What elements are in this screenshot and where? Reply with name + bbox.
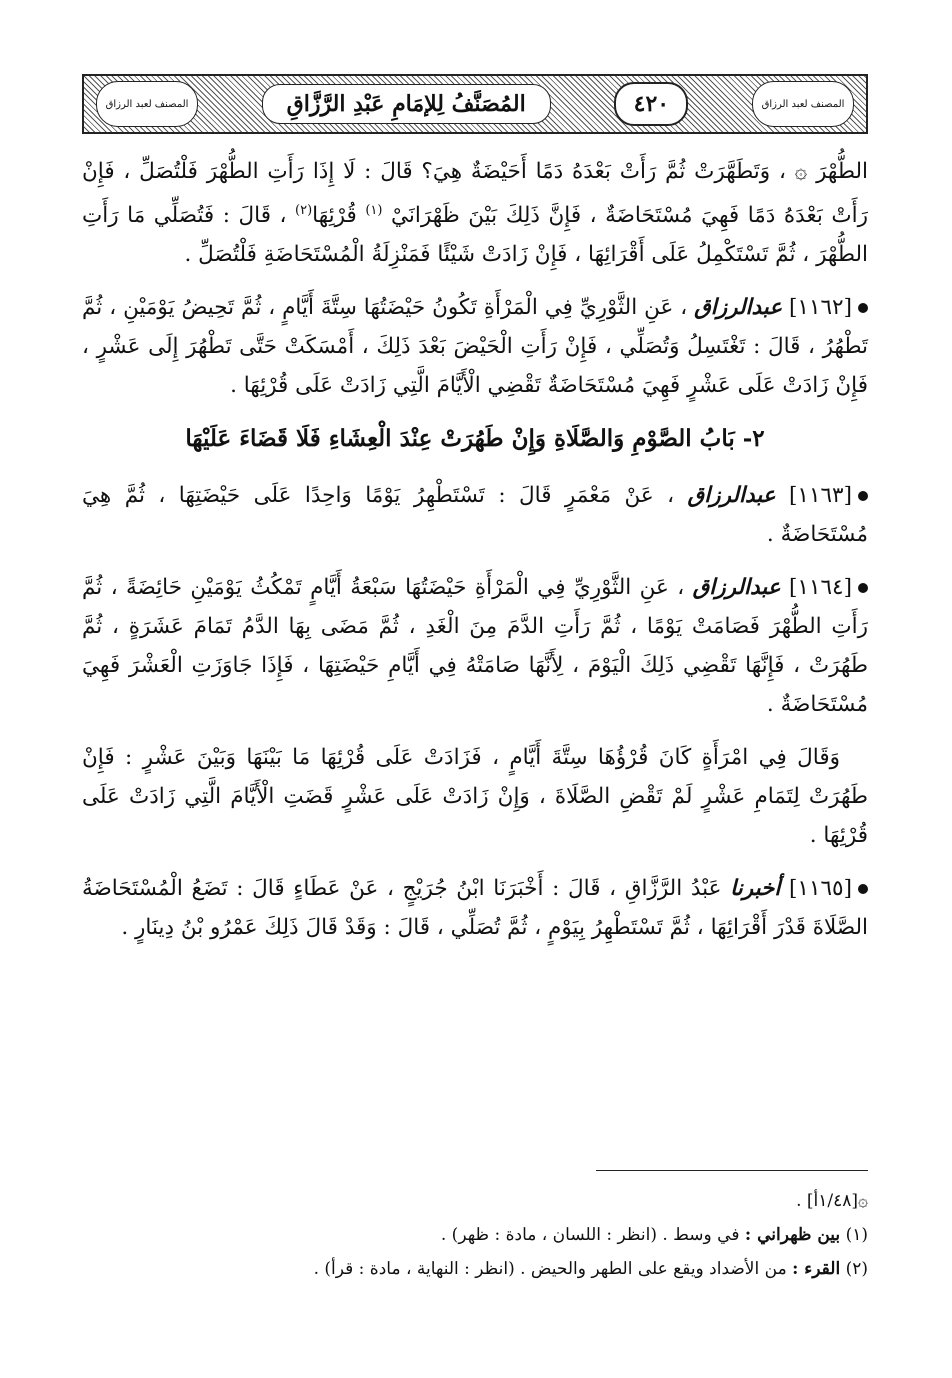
bullet-icon xyxy=(858,303,868,313)
footnote-1-term: بين ظهراني : xyxy=(744,1225,841,1245)
footnote-divider xyxy=(596,1170,868,1171)
footnote-1-text: في وسط . (انظر : اللسان ، مادة : ظهر) . xyxy=(440,1225,740,1245)
main-text xyxy=(82,152,868,961)
entry-narrator: عبدالرزاق xyxy=(692,575,781,601)
page-number: ٤٢٠ xyxy=(614,82,688,126)
footnote-2-number: (٢) xyxy=(845,1259,868,1279)
entry-number: [١١٦٢] xyxy=(789,295,852,321)
footnote-2-term: القرء : xyxy=(792,1259,841,1279)
entry-text: ، عَنِ الثَّوْرِيِّ فِي الْمَرْأَةِ تَكُونُ حَيْضَتُهَا سِتَّةَ أَيَّامٍ ، ثُمَّ تَحِيضُ يَوْمَيْنِ ، ثُمَّ تَطْهُرُ ، قَالَ : تَغْتَسِلُ وَتُصَلِّي ، فَإِنْ رَأَتِ الْحَيْضَ بَعْدَ ذَلِكَ ، أَمْسَكَتْ حَتَّى تَطْهُرَ إِلَى عَشْرٍ ، فَإِنْ زَادَتْ عَلَى عَشْرٍ فَهِيَ مُسْتَحَاضَةٌ تَقْضِي الْأَيَّامَ الَّتِي زَادَتْ عَلَى قُرْئِهَا . xyxy=(82,295,868,399)
footnote-1 xyxy=(82,1218,868,1252)
chapter-title: ٢- بَابُ الصَّوْمِ وَالصَّلَاةِ وَإِنْ طَهُرَتْ عِنْدَ الْعِشَاءِ فَلَا قَضَاءَ عَلَيْهَا xyxy=(185,425,765,453)
entry-text: عَبْدُ الرَّزَّاقِ ، قَالَ : أَخْبَرَنَا ابْنُ جُرَيْجٍ ، عَنْ عَطَاءٍ قَالَ : تَضَعُ الْمُسْتَحَاضَةُ الصَّلَاةَ قَدْرَ أَقْرَائِهَا ، ثُمَّ تَسْتَطْهِرُ بِيَوْمٍ ، ثُمَّ تُصَلِّي ، قَالَ : وَقَدْ قَالَ ذَلِكَ عَمْرُو بْنُ دِينَارٍ . xyxy=(82,876,868,941)
logo-right-text: المصنف لعبد الرزاق xyxy=(761,98,845,110)
running-title: المُصَنَّفُ لِلإمَامِ عَبْدِ الرَّزَّاقِ xyxy=(262,84,551,124)
hadith-entry-1162 xyxy=(82,288,868,405)
logo-left-text: المصنف لعبد الرزاق xyxy=(105,98,189,110)
para-text-1: الطُّهْرَ ۞ ، وَتَطَهَّرَتْ ثُمَّ رَأَتْ بَعْدَهُ دَمًا أَحَيْضَةٌ هِيَ؟ قَالَ : لَا إِذَا رَأَتِ الطُّهْرَ فَلْتُصَلِّ ، فَإِنْ رَأَتْ بَعْدَهُ دَمًا فَهِيَ مُسْتَحَاضَةٌ ، فَإِنَّ ذَلِكَ بَيْنَ ظَهْرَانَيْ xyxy=(82,159,868,229)
para-text-2: قُرْئِهَا xyxy=(312,203,357,229)
continued-paragraph xyxy=(82,152,868,274)
footnote-2 xyxy=(82,1252,868,1286)
header-logo-right xyxy=(752,81,854,127)
para-text-3: ، قَالَ : فَتُصَلِّي مَا رَأَتِ الطُّهْرَ ، ثُمَّ تَسْتَكْمِلُ عَلَى أَقْرَائِهَا ، فَإِنْ زَادَتْ شَيْئًا فَمَنْزِلَةُ الْمُسْتَحَاضَةِ فَلْتُصَلِّ . xyxy=(82,203,868,268)
footnote-1-number: (١) xyxy=(845,1225,868,1245)
entry-text: ، عَنِ الثَّوْرِيِّ فِي الْمَرْأَةِ حَيْضَتُهَا سَبْعَةُ أَيَّامٍ تَمْكُثُ يَوْمَيْنِ حَائِضَةً ، ثُمَّ رَأَتِ الطُّهْرَ فَصَامَتْ يَوْمًا ، ثُمَّ رَأَتِ الدَّمَ مِنَ الْغَدِ ، ثُمَّ مَضَى بِهَا الدَّمُ تَمَامَ عَشَرَةٍ ، ثُمَّ طَهُرَتْ ، فَإِنَّهَا تَقْضِي ذَلِكَ الْيَوْمَ ، لِأَنَّهَا صَامَتْهُ فِي أَيَّامِ حَيْضَتِهَا ، فَإِذَا جَاوَزَتِ الْعَشْرَ فَهِيَ مُسْتَحَاضَةٌ . xyxy=(82,575,868,718)
folio-reference: ۞[١/٤٨أ] . xyxy=(796,1191,868,1211)
bullet-icon xyxy=(858,884,868,894)
entry-narrator: أخبرنا xyxy=(730,876,781,902)
bullet-icon xyxy=(858,491,868,501)
footnotes xyxy=(82,1184,868,1286)
hadith-entry-1163 xyxy=(82,476,868,554)
entry-number: [١١٦٥] xyxy=(789,876,852,902)
hadith-entry-1165 xyxy=(82,869,868,947)
entry-text: ، عَنْ مَعْمَرٍ قَالَ : تَسْتَطْهِرُ يَوْمًا وَاحِدًا عَلَى حَيْضَتِهَا ، ثُمَّ هِيَ مُسْتَحَاضَةٌ . xyxy=(82,483,868,548)
hadith-entry-1164 xyxy=(82,568,868,724)
continuation-paragraph: وَقَالَ فِي امْرَأَةٍ كَانَ قُرْؤُهَا سِتَّةَ أَيَّامٍ ، فَزَادَتْ عَلَى قُرْئِهَا مَا بَيْنَهَا وَبَيْنَ عَشْرٍ : فَإِنْ طَهُرَتْ لِتَمَامِ عَشْرٍ لَمْ تَقْضِ الصَّلَاةَ ، وَإِنْ زَادَتْ عَلَى عَشْرٍ قَضَتِ الْأَيَّامَ الَّتِي زَادَتْ عَلَى قُرْئِهَا . xyxy=(82,745,868,849)
page-header xyxy=(82,74,868,134)
entry-number: [١١٦٤] xyxy=(789,575,852,601)
entry-narrator: عبدالرزاق xyxy=(687,483,776,509)
footnote-ref-1[interactable]: (١) xyxy=(365,203,383,218)
footnote-ref-2[interactable]: (٢) xyxy=(295,203,313,218)
entry-number: [١١٦٣] xyxy=(789,483,852,509)
header-logo-left xyxy=(96,81,198,127)
bullet-icon xyxy=(858,583,868,593)
entry-narrator: عبدالرزاق xyxy=(694,295,783,321)
footnote-2-text: من الأضداد ويقع على الطهر والحيض . (انظر : النهاية ، مادة : قرأ) . xyxy=(313,1259,787,1279)
